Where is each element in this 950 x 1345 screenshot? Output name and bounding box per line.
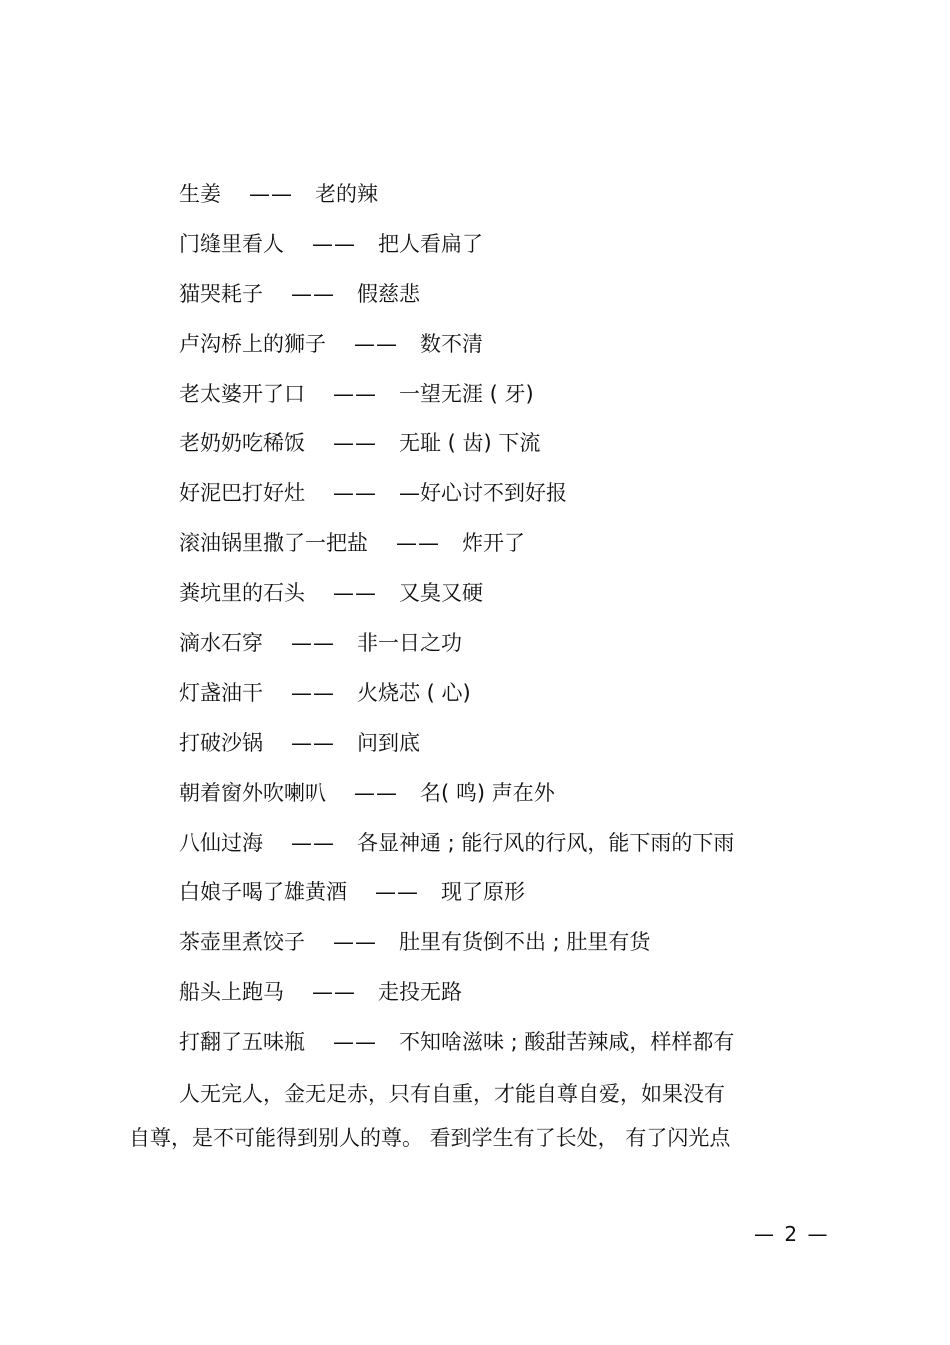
dash-separator: —— [291,631,335,656]
xiehouyu-second-part: 肚里有货倒不出 ; 肚里有货 [399,930,651,955]
dash-separator: —— [333,481,377,506]
dash-separator: —— [249,182,293,206]
xiehouyu-second-part: 走投无路 [378,980,462,1005]
xiehouyu-row [179,272,879,322]
xiehouyu-row [179,421,879,471]
dash-separator: —— [375,880,419,905]
xiehouyu-first-part: 滚油锅里撒了一把盐 [179,531,368,556]
xiehouyu-row [179,821,879,871]
dash-separator: —— [291,730,335,755]
xiehouyu-first-part: 生姜 [179,182,221,206]
xiehouyu-second-part: 火烧芯 ( 心) [357,680,471,705]
xiehouyu-second-part: 数不清 [420,331,483,356]
dash-separator: —— [333,930,377,955]
dash-separator: —— [396,531,440,556]
xiehouyu-second-part: 现了原形 [441,880,525,905]
dash-separator: —— [333,431,377,456]
xiehouyu-first-part: 白娘子喝了雄黄酒 [179,880,347,905]
xiehouyu-second-part: 各显神通 ; 能行风的行风，能下雨的下雨 [357,830,735,855]
xiehouyu-row [179,771,879,821]
xiehouyu-first-part: 滴水石穿 [179,631,263,656]
dash-separator: —— [291,281,335,306]
dash-separator: —— [333,1030,377,1055]
xiehouyu-first-part: 卢沟桥上的狮子 [179,331,326,356]
body-paragraph [129,1072,829,1160]
dash-separator: —— [354,780,398,805]
paragraph-line: 自尊，是不可能得到别人的尊。 看到学生有了长处， 有了闪光点 [129,1126,731,1150]
dash-separator: —— [354,331,398,356]
xiehouyu-row [179,521,879,571]
xiehouyu-row [179,721,879,771]
xiehouyu-first-part: 猫哭耗子 [179,281,263,306]
xiehouyu-row [179,571,879,621]
xiehouyu-second-part: —好心讨不到好报 [399,481,567,506]
xiehouyu-row [179,1020,879,1070]
xiehouyu-row [179,970,879,1020]
xiehouyu-second-part: 问到底 [357,730,420,755]
xiehouyu-row [179,172,879,222]
xiehouyu-second-part: 非一日之功 [357,631,462,656]
xiehouyu-second-part: 炸开了 [462,531,525,556]
dash-separator: —— [333,381,377,406]
xiehouyu-first-part: 八仙过海 [179,830,263,855]
xiehouyu-row [179,671,879,721]
dash-separator: —— [312,231,356,256]
xiehouyu-first-part: 老太婆开了口 [179,381,305,406]
dash-separator: —— [312,980,356,1005]
dash-separator: —— [291,830,335,855]
xiehouyu-second-part: 一望无涯 ( 牙) [399,381,534,406]
xiehouyu-first-part: 灯盏油干 [179,680,263,705]
xiehouyu-row [179,372,879,422]
xiehouyu-row [179,222,879,272]
xiehouyu-first-part: 门缝里看人 [179,231,284,256]
xiehouyu-second-part: 无耻 ( 齿) 下流 [399,431,541,456]
xiehouyu-first-part: 打破沙锅 [179,730,263,755]
dash-separator: —— [291,680,335,705]
xiehouyu-second-part: 又臭又硬 [399,581,483,606]
xiehouyu-row [179,870,879,920]
xiehouyu-list [179,172,879,1070]
xiehouyu-second-part: 不知啥滋味 ; 酸甜苦辣咸，样样都有 [399,1030,735,1055]
xiehouyu-first-part: 船头上跑马 [179,980,284,1005]
xiehouyu-first-part: 老奶奶吃稀饭 [179,431,305,456]
xiehouyu-row [179,621,879,671]
xiehouyu-row [179,322,879,372]
xiehouyu-first-part: 茶壶里煮饺子 [179,930,305,955]
paragraph-line: 人无完人，金无足赤，只有自重，才能自尊自爱，如果没有 [179,1082,725,1106]
dash-separator: —— [333,581,377,606]
xiehouyu-first-part: 粪坑里的石头 [179,581,305,606]
xiehouyu-second-part: 老的辣 [315,182,378,206]
page-number: — 2 — [754,1222,830,1246]
xiehouyu-row [179,920,879,970]
xiehouyu-second-part: 假慈悲 [357,281,420,306]
xiehouyu-first-part: 打翻了五味瓶 [179,1030,305,1055]
xiehouyu-first-part: 好泥巴打好灶 [179,481,305,506]
xiehouyu-second-part: 把人看扁了 [378,231,483,256]
xiehouyu-row [179,471,879,521]
xiehouyu-second-part: 名( 鸣) 声在外 [420,780,555,805]
xiehouyu-first-part: 朝着窗外吹喇叭 [179,780,326,805]
